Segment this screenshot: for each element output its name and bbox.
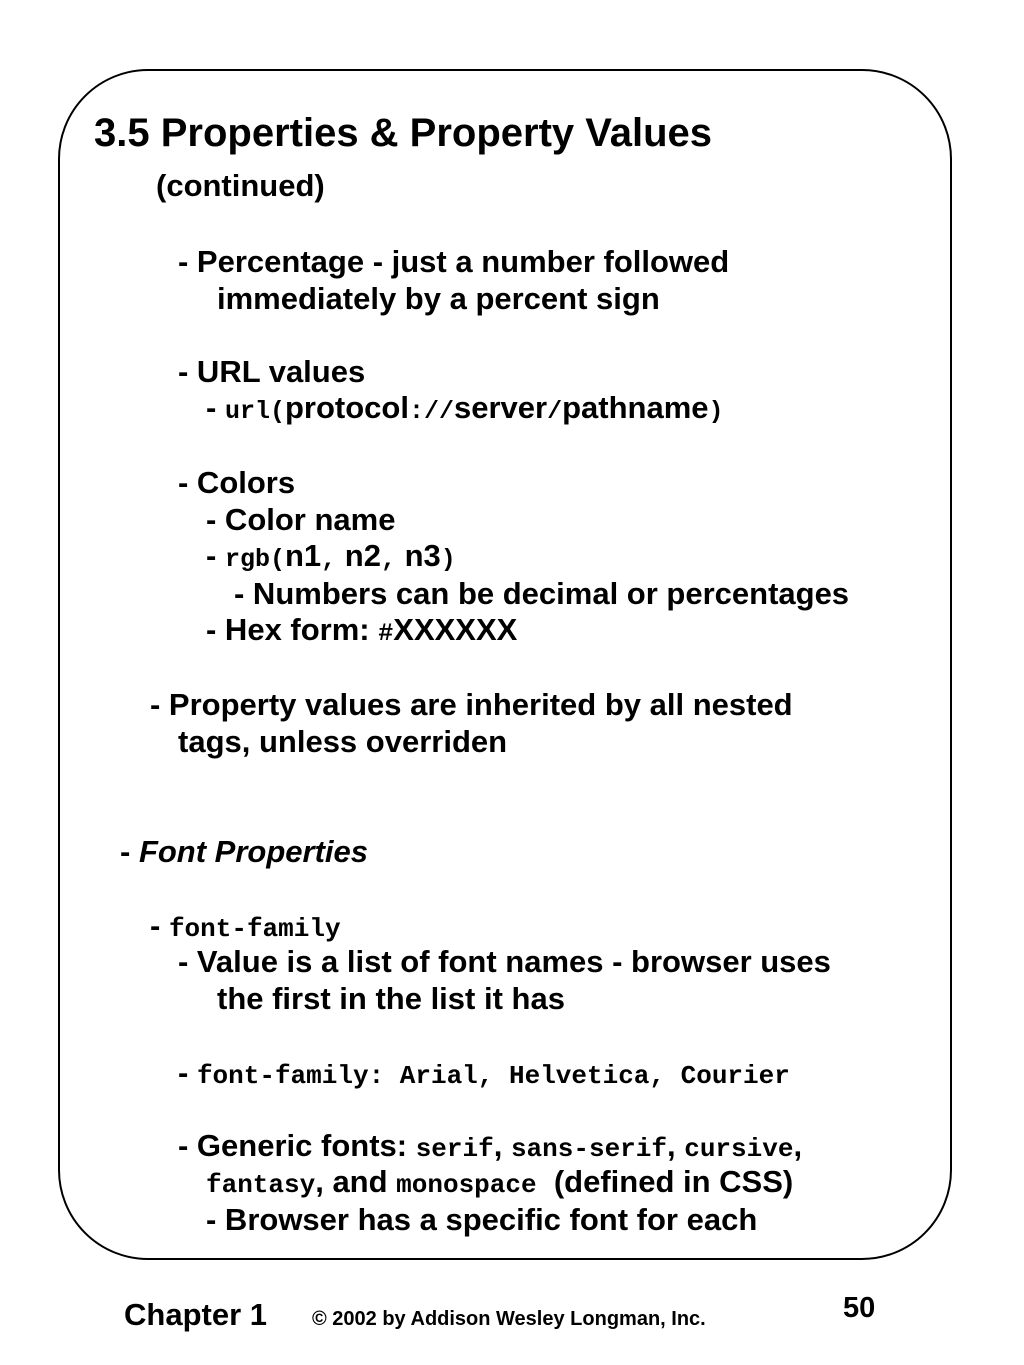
footer-chapter: Chapter 1: [124, 1297, 267, 1332]
example-dash: -: [178, 1055, 197, 1090]
generic-fonts-line-1: [178, 1128, 802, 1167]
slide-title: 3.5 Properties & Property Values: [94, 111, 713, 155]
colors-heading: - Colors: [178, 465, 296, 500]
url-server: server: [453, 390, 548, 425]
generic-comma-2: ,: [666, 1128, 685, 1163]
generic-label: - Generic fonts:: [178, 1128, 416, 1163]
rgb-n1: n1: [284, 538, 322, 573]
rgb-func: rgb(: [224, 545, 285, 574]
slide-subtitle: (continued): [156, 168, 325, 203]
inherit-line-2: tags, unless overriden: [178, 724, 508, 759]
font-properties-heading: [120, 834, 368, 870]
rgb-close: ): [440, 545, 456, 574]
hex-hash: #: [378, 619, 394, 648]
browser-note: - Browser has a specific font for each: [206, 1202, 758, 1237]
generic-and: , and: [315, 1164, 397, 1199]
font-family-name: font-family: [168, 914, 341, 944]
generic-cursive: cursive: [684, 1134, 794, 1164]
url-heading: - URL values: [178, 354, 366, 389]
rgb-comma-1: ,: [321, 545, 337, 574]
url-dash: -: [206, 390, 225, 425]
page-number: 50: [843, 1292, 876, 1324]
hex-label: - Hex form:: [206, 612, 379, 647]
rgb-n2: n2: [336, 538, 381, 573]
hex-value: XXXXXX: [393, 612, 518, 647]
font-family-example: [178, 1055, 790, 1094]
rgb-dash: -: [206, 538, 225, 573]
example-code: font-family: Arial, Helvetica, Courier: [196, 1061, 790, 1091]
url-pathname: pathname: [562, 390, 709, 425]
footer-copyright: © 2002 by Addison Wesley Longman, Inc.: [312, 1308, 706, 1330]
percentage-line-1: - Percentage - just a number followed: [178, 244, 730, 279]
generic-defined: (defined in CSS): [536, 1164, 794, 1199]
generic-serif: serif: [415, 1134, 494, 1164]
font-properties-dash: -: [120, 834, 139, 869]
url-slash: /: [547, 397, 563, 426]
url-sep: ://: [408, 397, 454, 426]
generic-monospace: monospace: [396, 1170, 537, 1200]
generic-comma-1: ,: [493, 1128, 511, 1163]
inherit-line-1: - Property values are inherited by all nested: [150, 687, 793, 722]
font-family-heading: [150, 908, 341, 947]
font-family-desc-2: the first in the list it has: [217, 981, 565, 1016]
rgb-syntax: [206, 538, 456, 578]
generic-sans-serif: sans-serif: [510, 1134, 667, 1164]
font-family-dash: -: [150, 908, 169, 943]
font-properties-label: Font Properties: [138, 834, 369, 869]
numbers-note: - Numbers can be decimal or percentages: [234, 576, 850, 611]
url-func: url(: [224, 397, 285, 426]
color-name-line: - Color name: [206, 502, 396, 537]
rgb-comma-2: ,: [380, 545, 396, 574]
rgb-n3: n3: [395, 538, 441, 573]
generic-fonts-line-2: [206, 1164, 793, 1203]
font-family-desc-1: - Value is a list of font names - browser uses: [178, 944, 831, 979]
url-syntax: [206, 390, 724, 430]
url-close: ): [708, 397, 724, 426]
generic-fantasy: fantasy: [206, 1170, 316, 1200]
hex-form-line: [206, 612, 517, 652]
percentage-line-2: immediately by a percent sign: [217, 281, 660, 316]
generic-comma-3: ,: [793, 1128, 803, 1163]
url-protocol: protocol: [284, 390, 409, 425]
